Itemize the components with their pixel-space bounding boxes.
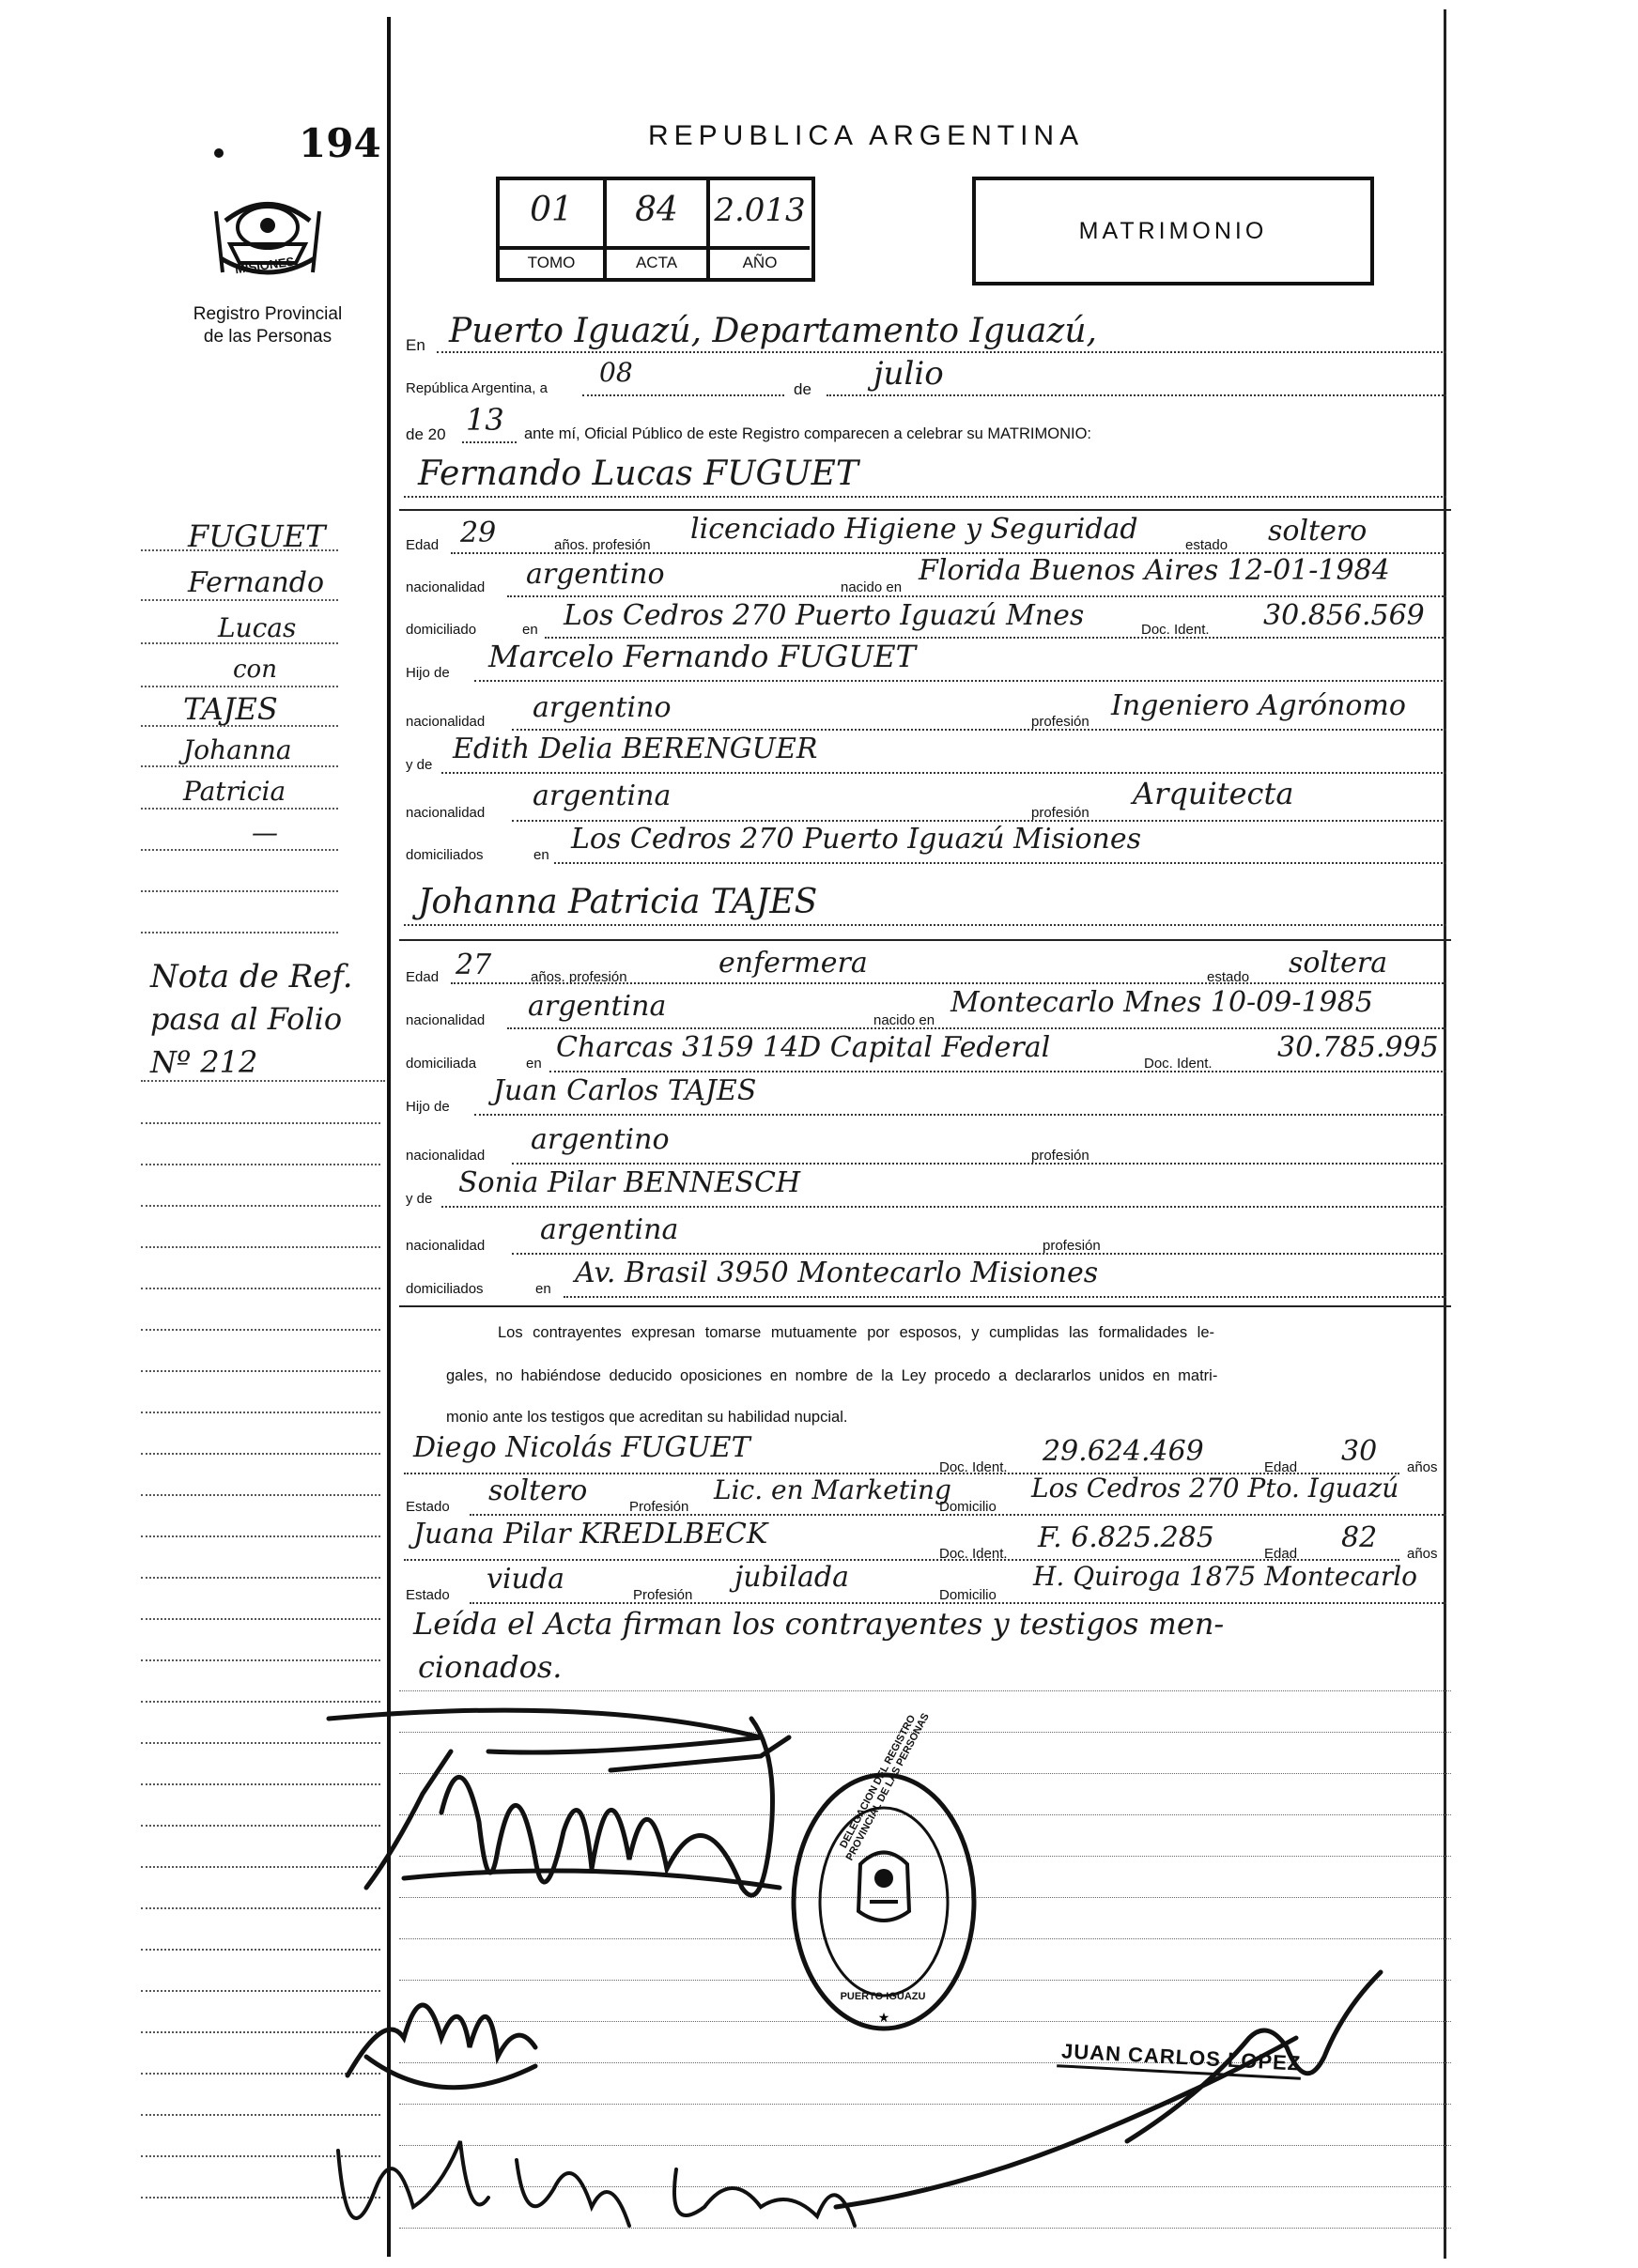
groom-parents-address: Los Cedros 270 Puerto Iguazú Misiones — [571, 823, 1141, 856]
date-year: 13 — [466, 402, 504, 438]
margin-dot-line — [141, 1205, 380, 1207]
anio-cell: 2.013 — [714, 192, 806, 229]
witness-1-address: Los Cedros 270 Pto. Iguazú — [1031, 1473, 1399, 1504]
bullet-mark — [214, 148, 224, 158]
nacionalidad-label: nacionalidad — [406, 1238, 486, 1254]
place-city: Puerto Iguazú, Departamento Iguazú, — [449, 312, 1097, 350]
declaration-line-2: gales, no habiéndose deducido oposiciones en nombre de la Ley procedo a declararlos unidos en matri- — [446, 1367, 1218, 1384]
bride-name: Johanna Patricia TAJES — [418, 883, 818, 921]
section-rule — [399, 509, 1451, 511]
groom-mother-nationality: argentina — [533, 779, 672, 812]
section-rule — [399, 939, 1451, 941]
witness-doc-label: Doc. Ident. — [939, 1546, 1008, 1562]
nacionalidad-label: nacionalidad — [406, 805, 486, 821]
bride-mother-nationality: argentina — [540, 1213, 679, 1246]
margin-dot-line — [141, 1246, 380, 1248]
row-line — [474, 680, 1446, 682]
margin-dot-line — [141, 1618, 380, 1620]
witness-estado-label: Estado — [406, 1587, 450, 1603]
witness-estado-label: Estado — [406, 1499, 450, 1515]
province-seal-icon — [202, 169, 333, 291]
row-line — [554, 862, 1446, 864]
witness-edad-label: Edad — [1264, 1546, 1298, 1562]
seal-text: MISIONES — [234, 254, 296, 277]
groom-father-profession: Ingeniero Agrónomo — [1111, 689, 1406, 722]
nacido-label: nacido en — [873, 1012, 935, 1028]
registry-seal-text: DELEGACION DEL REGISTRO PROVINCIAL DE LAS PERSONAS — [838, 1711, 932, 1863]
groom-father-nationality: argentino — [533, 691, 672, 724]
margin-con: con — [233, 656, 277, 684]
signature-witnesses — [338, 2141, 855, 2226]
row-line — [441, 1206, 1446, 1208]
margin-surname-2: TAJES — [183, 691, 278, 727]
de20-label: de 20 — [406, 425, 446, 443]
en-label-5: en — [535, 1281, 551, 1297]
witness-domicilio-label: Domicilio — [939, 1499, 997, 1515]
section-rule — [399, 1305, 1451, 1307]
witness-2-status: viuda — [487, 1563, 564, 1596]
margin-given-2b: Patricia — [183, 776, 286, 807]
bride-mother: Sonia Pilar BENNESCH — [458, 1166, 801, 1199]
doc-label: Doc. Ident. — [1144, 1056, 1213, 1072]
witness-profesion-label: Profesión — [633, 1587, 693, 1603]
margin-dot-line — [141, 1412, 380, 1413]
estado-label: estado — [1185, 537, 1228, 553]
row-line — [507, 1027, 1446, 1029]
anos-label: años. profesión — [531, 969, 627, 985]
edad-label: Edad — [406, 537, 440, 553]
witness-2-address: H. Quiroga 1875 Montecarlo — [1033, 1561, 1418, 1592]
groom-doc: 30.856.569 — [1263, 599, 1425, 632]
margin-dot-line — [141, 1370, 380, 1372]
svg-text:★: ★ — [877, 2011, 890, 2026]
place-line — [437, 351, 1446, 353]
margin-dot-line — [141, 1535, 380, 1537]
witness-doc-label: Doc. Ident. — [939, 1459, 1008, 1475]
official-stamp-name: JUAN CARLOS LOPEZ — [1060, 2039, 1302, 2075]
declaration-line-1: Los contrayentes expresan tomarse mutuamente por esposos, y cumplidas las formalidades le- — [498, 1324, 1215, 1341]
nacido-label: nacido en — [841, 579, 903, 595]
acta-label: ACTA — [607, 250, 710, 282]
margin-dots — [141, 549, 338, 551]
date-day: 08 — [599, 357, 633, 388]
bride-parents-address: Av. Brasil 3950 Montecarlo Misiones — [575, 1257, 1099, 1289]
witness-anos-label: años — [1407, 1546, 1438, 1562]
groom-profession: licenciado Higiene y Seguridad — [690, 513, 1138, 546]
profesion-label: profesión — [1031, 1148, 1089, 1164]
margin-dot-line — [141, 1659, 380, 1661]
bride-age: 27 — [456, 949, 492, 981]
witness-2-doc: F. 6.825.285 — [1038, 1521, 1214, 1554]
groom-name: Fernando Lucas FUGUET — [418, 455, 858, 493]
domiciliados-label: domiciliados — [406, 1281, 484, 1297]
margin-dot-line — [141, 1288, 380, 1289]
registry-line-2: de las Personas — [203, 327, 332, 347]
anio-label: AÑO — [742, 254, 778, 271]
en-label-4: en — [526, 1056, 542, 1072]
registry-name — [150, 303, 385, 348]
witness-edad-label: Edad — [1264, 1459, 1298, 1475]
nacionalidad-label: nacionalidad — [406, 714, 486, 730]
margin-dots — [141, 765, 338, 767]
date-month: julio — [873, 355, 944, 393]
edad-label: Edad — [406, 969, 440, 985]
margin-dots — [141, 1080, 385, 1082]
yde-label: y de — [406, 1191, 433, 1207]
domiciliados-label: domiciliados — [406, 847, 484, 863]
witness-domicilio-label: Domicilio — [939, 1587, 997, 1603]
groom-mother-profession: Arquitecta — [1133, 776, 1294, 811]
margin-dot-line — [141, 1577, 380, 1579]
tomo-label: TOMO — [500, 250, 607, 282]
republica-label: República Argentina, a — [406, 380, 548, 396]
margin-dot-line — [141, 1164, 380, 1165]
groom-mother: Edith Delia BERENGUER — [453, 733, 818, 765]
margin-dots — [141, 642, 338, 644]
profesion-label: profesión — [1031, 714, 1089, 730]
margin-given-1a: Fernando — [188, 566, 325, 599]
row-line — [512, 1253, 1446, 1255]
row-line — [470, 1602, 1446, 1604]
groom-birth: Florida Buenos Aires 12-01-1984 — [919, 554, 1390, 587]
margin-dots — [141, 932, 338, 933]
closing-line-1: Leída el Acta firman los contrayentes y testigos men- — [413, 1606, 1225, 1642]
row-line — [474, 1114, 1446, 1116]
row-line — [512, 729, 1446, 731]
groom-status: soltero — [1268, 515, 1368, 548]
bride-profession: enfermera — [719, 947, 868, 980]
row-line — [507, 595, 1446, 597]
declaration-line-3: monio ante los testigos que acreditan su habilidad nupcial. — [446, 1409, 848, 1426]
groom-address: Los Cedros 270 Puerto Iguazú Mnes — [564, 599, 1085, 632]
witness-anos-label: años — [1407, 1459, 1438, 1475]
ruled-line — [399, 1690, 1451, 1691]
registry-line-1: Registro Provincial — [193, 304, 343, 324]
witness-2-age: 82 — [1341, 1521, 1378, 1554]
margin-dots — [141, 599, 338, 601]
country-title: REPUBLICA ARGENTINA — [648, 120, 1085, 151]
name-line — [404, 924, 1446, 926]
comparecen-text: ante mí, Oficial Público de este Registro comparecen a celebrar su MATRIMONIO: — [524, 425, 1092, 442]
doc-label: Doc. Ident. — [1141, 622, 1210, 638]
margin-dots — [141, 849, 338, 851]
domiciliada-label: domiciliada — [406, 1056, 477, 1072]
margin-note-2: pasa al Folio — [150, 1001, 343, 1037]
profesion-label: profesión — [1031, 805, 1089, 821]
registry-seal-bottom: PUERTO IGUAZU — [840, 1991, 926, 2002]
act-type: MATRIMONIO — [1078, 217, 1268, 244]
act-number-box — [496, 177, 815, 282]
witness-1-name: Diego Nicolás FUGUET — [413, 1431, 750, 1464]
witness-1-age: 30 — [1341, 1435, 1378, 1468]
groom-age: 29 — [460, 517, 497, 549]
row-line — [470, 1514, 1446, 1516]
act-type-box — [972, 177, 1374, 285]
margin-dot-line — [141, 1494, 380, 1496]
margin-note-1: Nota de Ref. — [150, 958, 353, 995]
bride-birth: Montecarlo Mnes 10-09-1985 — [950, 986, 1373, 1019]
witness-2-name: Juana Pilar KREDLBECK — [413, 1518, 768, 1551]
nacionalidad-label: nacionalidad — [406, 1012, 486, 1028]
acta-cell: 84 — [607, 180, 710, 246]
nacionalidad-label: nacionalidad — [406, 579, 486, 595]
folio-number: 194 — [299, 120, 381, 166]
bride-father-nationality: argentino — [531, 1123, 670, 1156]
hijo-label: Hijo de — [406, 665, 450, 681]
margin-surname-1: FUGUET — [188, 518, 326, 554]
margin-dot-line — [141, 1453, 380, 1455]
domiciliado-label: domiciliado — [406, 622, 477, 638]
signature-bride — [348, 2005, 535, 2088]
en-label-2: en — [522, 622, 538, 638]
closing-line-2: cionados. — [418, 1649, 563, 1685]
witness-profesion-label: Profesión — [629, 1499, 689, 1515]
tomo-cell: 01 — [500, 180, 607, 246]
row-line — [451, 982, 1446, 984]
bride-doc: 30.785.995 — [1277, 1031, 1439, 1064]
witness-1-profession: Lic. en Marketing — [714, 1474, 951, 1505]
bride-address: Charcas 3159 14D Capital Federal — [556, 1031, 1051, 1064]
bride-nationality: argentina — [528, 990, 667, 1023]
witness-2-profession: jubilada — [734, 1561, 849, 1594]
row-line — [512, 820, 1446, 822]
groom-nationality: argentino — [526, 558, 665, 591]
name-line — [404, 496, 1446, 498]
margin-dots — [141, 686, 338, 687]
anos-label: años. profesión — [554, 537, 651, 553]
row-line — [512, 1163, 1446, 1165]
margin-dot-line — [141, 1122, 380, 1124]
margin-dots — [141, 890, 338, 892]
row-line — [564, 1296, 1446, 1298]
bride-father: Juan Carlos TAJES — [493, 1074, 757, 1107]
witness-1-status: soltero — [488, 1474, 588, 1507]
margin-dots — [141, 808, 338, 810]
margin-dash: — — [252, 817, 278, 848]
day-line — [582, 394, 784, 396]
margin-dot-line — [141, 1329, 380, 1331]
year-line — [462, 441, 517, 443]
margin-given-2a: Johanna — [183, 734, 292, 765]
hijo-label: Hijo de — [406, 1099, 450, 1115]
estado-label: estado — [1207, 969, 1250, 985]
de-label: de — [794, 380, 811, 398]
signature-groom — [329, 1710, 789, 1895]
en-label: En — [406, 336, 425, 354]
row-line — [441, 772, 1446, 774]
row-line — [549, 1071, 1446, 1072]
nacionalidad-label: nacionalidad — [406, 1148, 486, 1164]
yde-label: y de — [406, 757, 433, 773]
bride-status: soltera — [1289, 947, 1388, 980]
groom-father: Marcelo Fernando FUGUET — [488, 639, 916, 674]
profesion-label: profesión — [1043, 1238, 1101, 1254]
month-line — [827, 394, 1446, 396]
margin-dots — [141, 725, 338, 727]
margin-given-1b: Lucas — [218, 612, 297, 643]
witness-1-doc: 29.624.469 — [1043, 1435, 1204, 1468]
margin-note-3: Nº 212 — [150, 1044, 258, 1080]
en-label-3: en — [533, 847, 549, 863]
